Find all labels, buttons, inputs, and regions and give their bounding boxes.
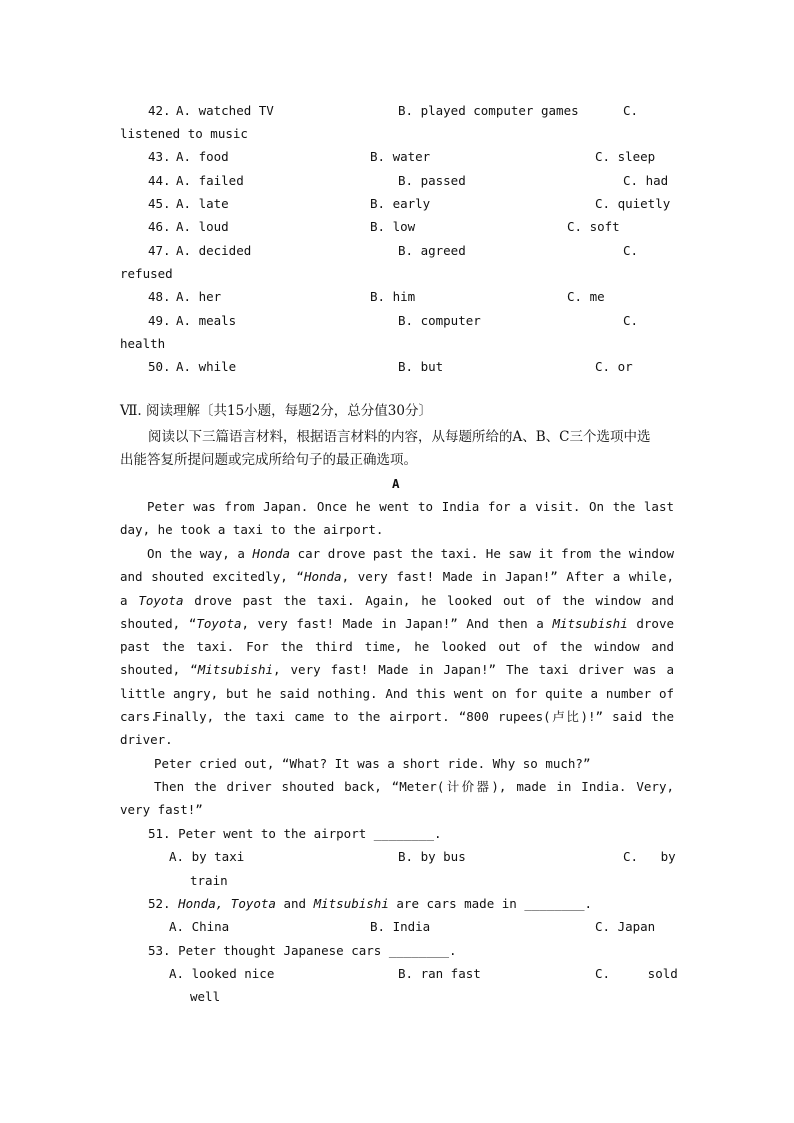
option-a[interactable]: A. looked nice <box>169 966 275 981</box>
option-a: A. her <box>176 289 222 304</box>
option-b: B. early <box>370 196 431 211</box>
option-num: 42. <box>148 103 171 118</box>
option-num: 48. <box>148 289 171 304</box>
option-b: B. computer <box>398 313 481 328</box>
option-c-wrap: listened to music <box>120 126 248 141</box>
option-b: B. but <box>398 359 444 374</box>
section-title: Ⅶ. 阅读理解〔共15小题，每题2分，总分值30分〕 <box>120 403 432 419</box>
passage-paragraph: On the way, a Honda car drove past the taxi. He saw it from the window and shouted excitedly, “Honda, very fast! Made in Japan!” After a while, a Toyota drove past the taxi. Again, he looked out of the window and shouted, “Toyota, very fast! Made in Japan!” And then a Mitsubishi drove past the taxi. For the third time, he looked out of the window and shouted, “Mitsubishi, very fast! Made in Japan!” The taxi driver was a little angry, but he said nothing. And this went on for quite a number of cars. <box>120 546 675 725</box>
option-a[interactable]: A. by taxi <box>169 849 245 864</box>
option-c[interactable]: C. Japan <box>595 919 656 934</box>
question-stem: 53. Peter thought Japanese cars ________. <box>148 943 457 958</box>
option-a: A. watched TV <box>176 103 274 118</box>
option-b[interactable]: B. India <box>370 919 431 934</box>
option-num: 44. <box>148 173 171 188</box>
option-c: C. or <box>595 359 633 374</box>
option-c-wrap: health <box>120 336 166 351</box>
option-c-wrap: train <box>190 873 228 888</box>
option-c: C. <box>623 313 639 328</box>
option-c[interactable]: C. by <box>623 849 676 864</box>
question-stem: 52. Honda, Toyota and Mitsubishi are cars made in ________. <box>148 896 593 911</box>
option-c-wrap: refused <box>120 266 173 281</box>
passage-label: A <box>392 476 400 491</box>
option-c: C. had <box>623 173 669 188</box>
option-a: A. loud <box>176 219 229 234</box>
option-a: A. food <box>176 149 229 164</box>
option-b: B. played computer games <box>398 103 579 118</box>
option-c: C. <box>623 103 639 118</box>
section-instruction: 阅读以下三篇语言材料，根据语言材料的内容，从每题所给的A、B、C三个选项中选 <box>148 429 651 445</box>
option-b: B. passed <box>398 173 466 188</box>
passage-paragraph: Peter cried out, “What? It was a short ride. Why so much?” <box>154 756 591 771</box>
option-c-wrap: well <box>190 989 221 1004</box>
option-a: A. meals <box>176 313 237 328</box>
option-b[interactable]: B. ran fast <box>398 966 481 981</box>
option-c: C. <box>623 243 639 258</box>
section-instruction: 出能答复所提问题或完成所给句子的最正确选项。 <box>120 452 417 468</box>
option-a: A. late <box>176 196 229 211</box>
option-num: 45. <box>148 196 171 211</box>
passage-paragraph: Then the driver shouted back, “Meter(计价器), made in India. Very, very fast!” <box>120 779 674 818</box>
option-b: B. water <box>370 149 431 164</box>
option-num: 49. <box>148 313 171 328</box>
option-num: 46. <box>148 219 171 234</box>
option-num: 47. <box>148 243 171 258</box>
option-c[interactable]: C. sold <box>595 966 678 981</box>
option-num: 43. <box>148 149 171 164</box>
option-c: C. quietly <box>595 196 671 211</box>
question-stem: 51. Peter went to the airport ________. <box>148 826 442 841</box>
option-b[interactable]: B. by bus <box>398 849 466 864</box>
passage-paragraph: Finally, the taxi came to the airport. “800 rupees(卢比)!” said the driver. <box>120 709 674 748</box>
option-b: B. low <box>370 219 416 234</box>
option-a: A. failed <box>176 173 244 188</box>
option-a: A. decided <box>176 243 252 258</box>
option-c: C. soft <box>567 219 620 234</box>
option-c: C. sleep <box>595 149 656 164</box>
option-b: B. him <box>370 289 416 304</box>
option-num: 50. <box>148 359 171 374</box>
option-c: C. me <box>567 289 605 304</box>
option-a[interactable]: A. China <box>169 919 230 934</box>
passage-paragraph: Peter was from Japan. Once he went to India for a visit. On the last day, he took a taxi to the airport. <box>120 499 674 538</box>
option-b: B. agreed <box>398 243 466 258</box>
option-a: A. while <box>176 359 237 374</box>
